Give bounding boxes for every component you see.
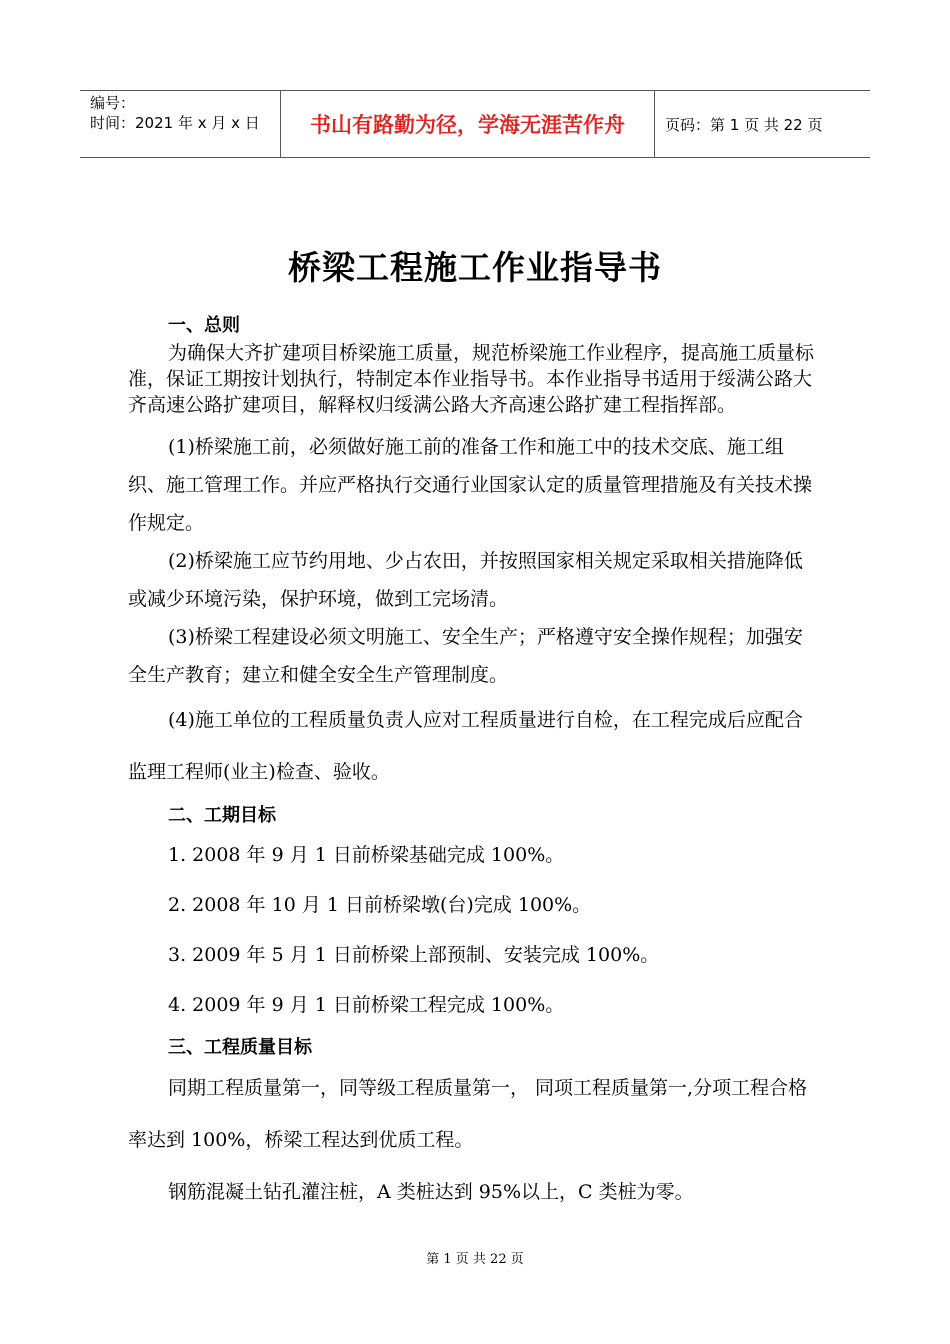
header-table	[80, 90, 870, 158]
general-intro: 为确保大齐扩建项目桥梁施工质量，规范桥梁施工作业程序，提高施工质量标准，保证工期按计划执行，特制定本作业指导书。本作业指导书适用于绥满公路大齐高速公路扩建项目，解释权归绥满公路大齐高速公路扩建工程指挥部。	[128, 342, 815, 416]
schedule-goal-3: 3. 2009 年 5 月 1 日前桥梁上部预制、安装完成 100%。	[168, 944, 660, 966]
quality-para-2: 钢筋混凝土钻孔灌注桩，A 类桩达到 95%以上，C 类桩为零。	[168, 1181, 694, 1203]
section-heading-schedule: 二、工期目标	[168, 805, 276, 826]
document-body	[128, 312, 818, 1218]
header-motto: 书山有路勤为径，学海无涯苦作舟	[281, 91, 655, 157]
header-page-label: 页码：第 1 页 共 22 页	[665, 115, 823, 134]
general-item-1: (1)桥梁施工前，必须做好施工前的准备工作和施工中的技术交底、施工组织、施工管理工作。并应严格执行交通行业国家认定的质量管理措施及有关技术操作规定。	[128, 436, 813, 534]
schedule-goal-2: 2. 2008 年 10 月 1 日前桥梁墩(台)完成 100%。	[168, 894, 592, 916]
section-heading-quality: 三、工程质量目标	[168, 1037, 312, 1058]
time-label: 时间：2021 年 x 月 x 日	[90, 114, 260, 132]
number-label: 编号：	[90, 94, 136, 112]
schedule-goal-1: 1. 2008 年 9 月 1 日前桥梁基础完成 100%。	[168, 844, 565, 866]
schedule-goal-4: 4. 2009 年 9 月 1 日前桥梁工程完成 100%。	[168, 994, 565, 1016]
page-footer: 第 1 页 共 22 页	[426, 1252, 524, 1267]
general-item-4: (4)施工单位的工程质量负责人应对工程质量进行自检，在工程完成后应配合监理工程师(业主)检查、验收。	[128, 709, 803, 783]
quality-para-1: 同期工程质量第一，同等级工程质量第一， 同项工程质量第一,分项工程合格率达到 100%，桥梁工程达到优质工程。	[128, 1077, 808, 1151]
general-item-2: (2)桥梁施工应节约用地、少占农田，并按照国家相关规定采取相关措施降低或减少环境污染，保护环境，做到工完场清。	[128, 550, 803, 610]
general-item-3: (3)桥梁工程建设必须文明施工、安全生产；严格遵守安全操作规程；加强安全生产教育；建立和健全安全生产管理制度。	[128, 626, 803, 686]
header-meta	[80, 91, 281, 157]
document-title: 桥梁工程施工作业指导书	[288, 248, 662, 287]
section-heading-general: 一、总则	[168, 315, 240, 336]
